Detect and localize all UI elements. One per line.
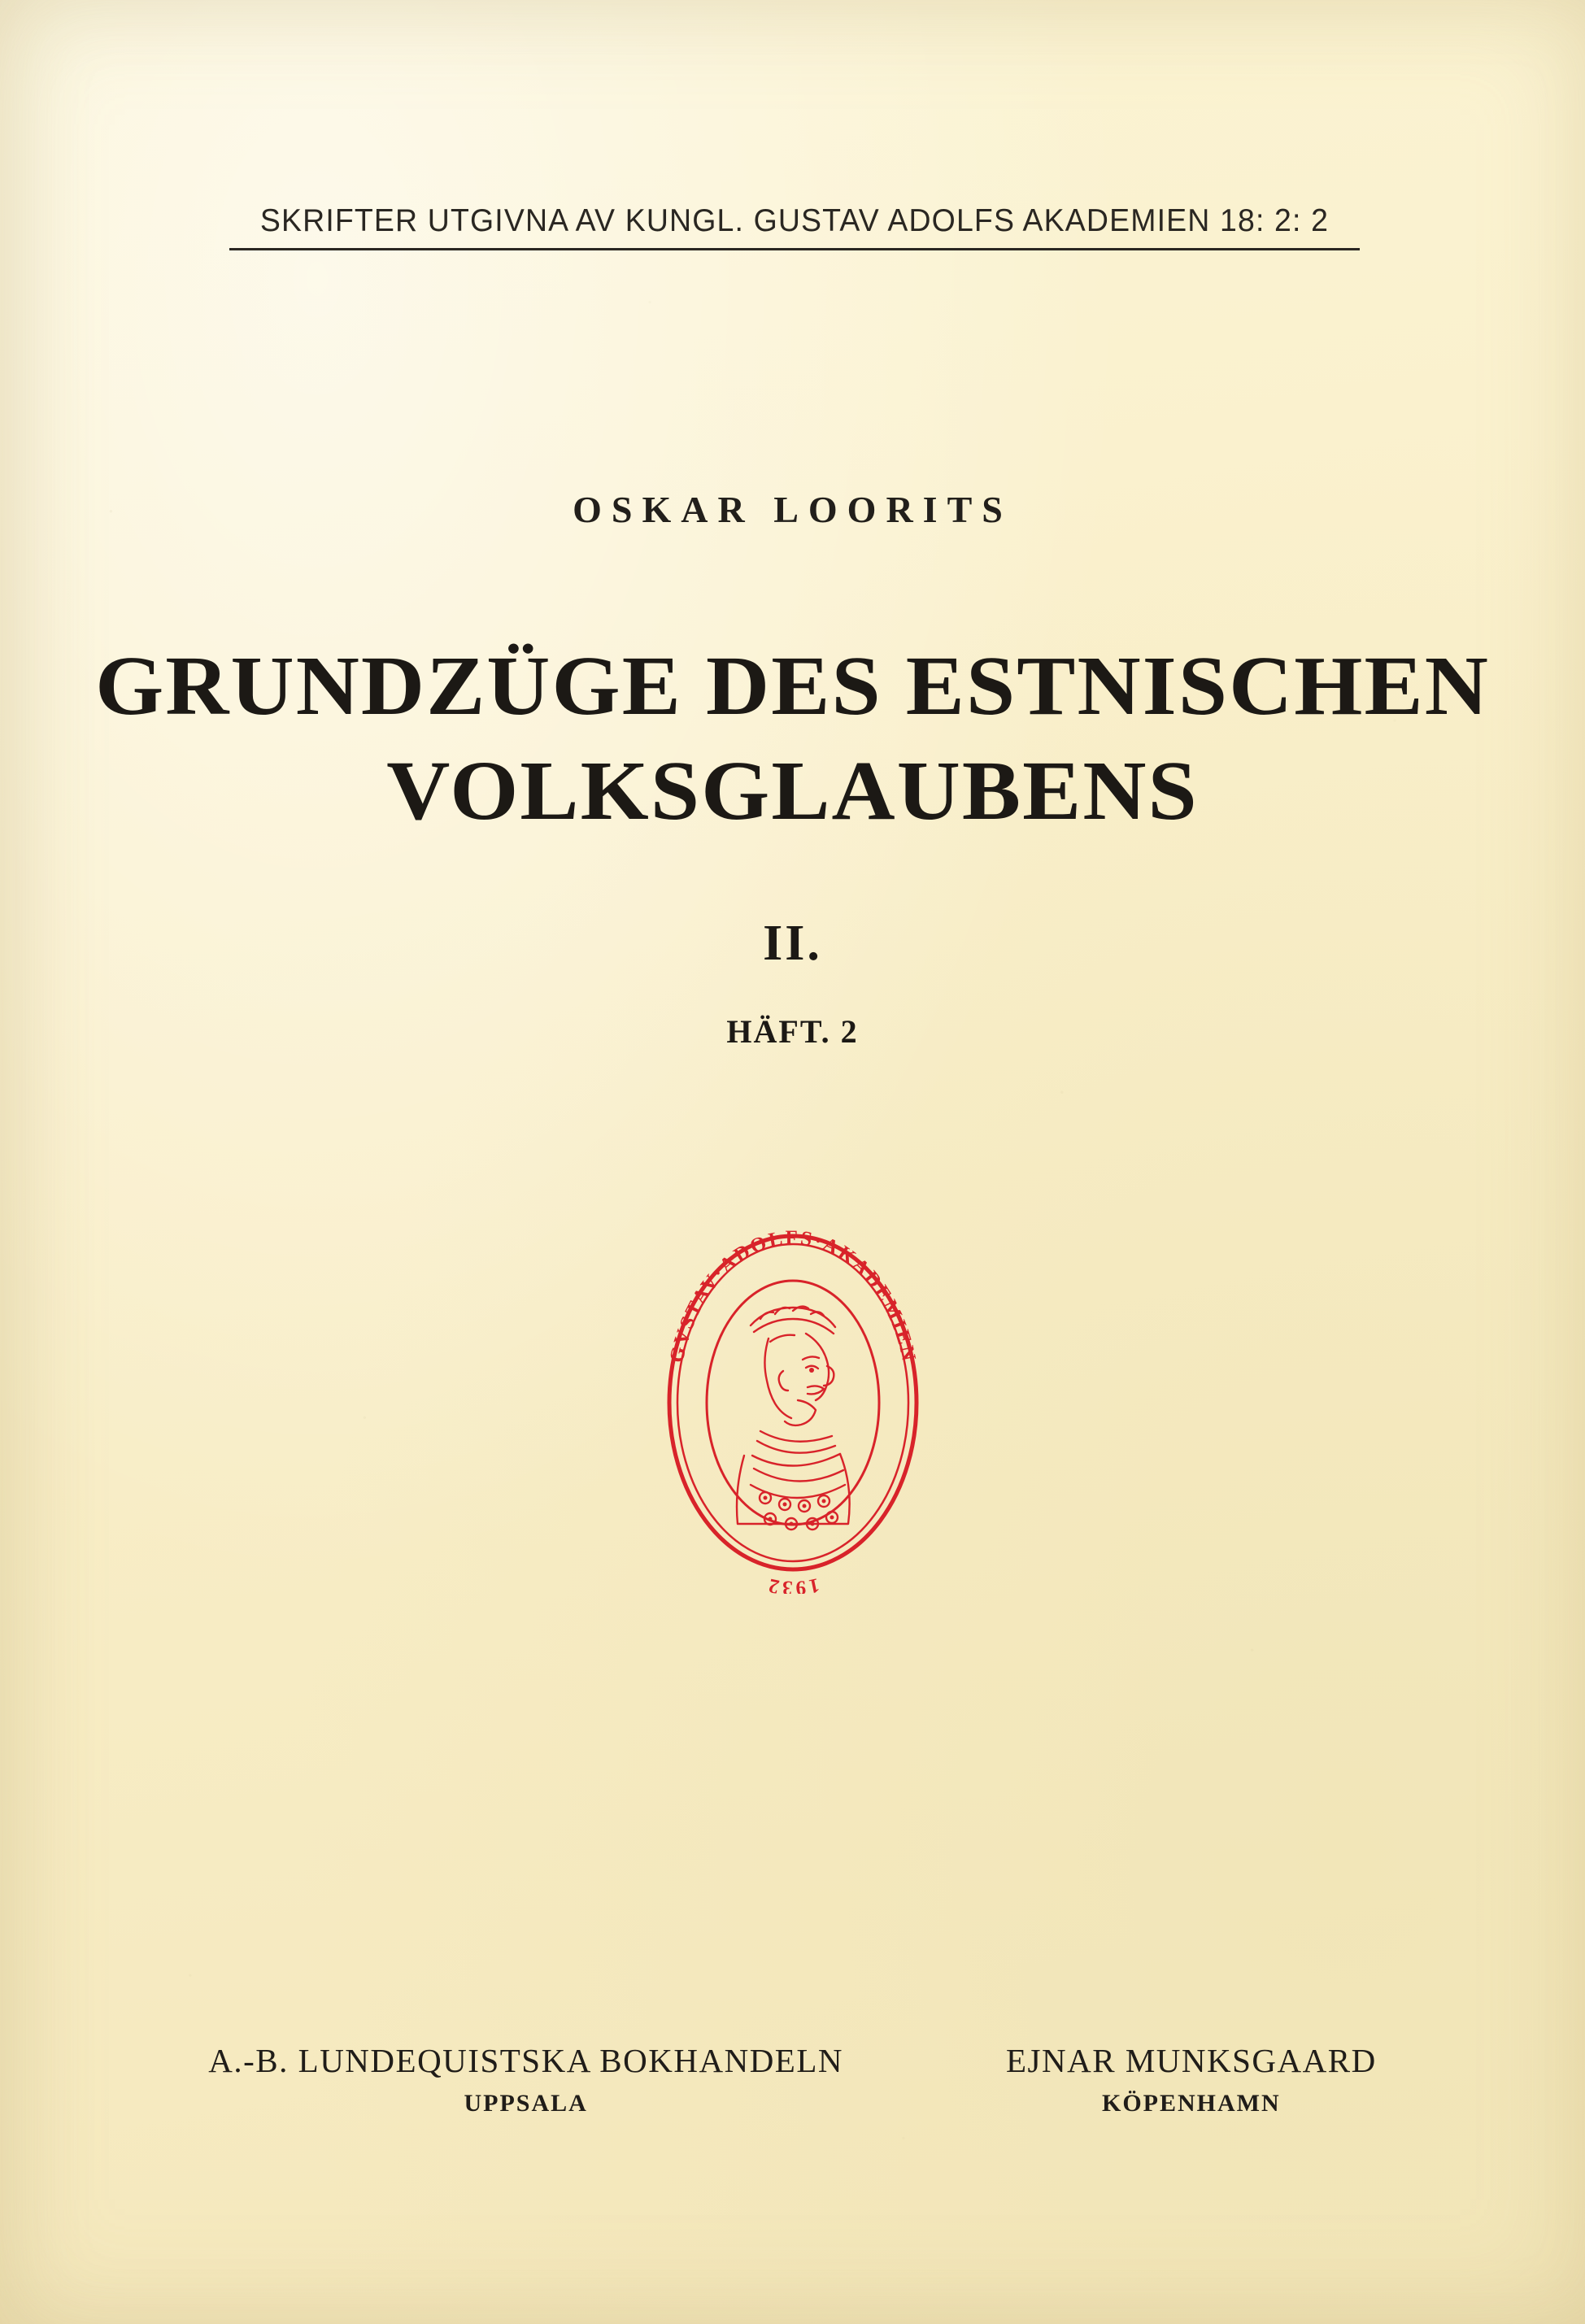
publisher-imprints — [0, 2041, 1585, 2117]
academy-seal-icon — [647, 1212, 939, 1594]
publisher-left-name: A.-B. LUNDEQUISTSKA BOKHANDELN — [208, 2042, 843, 2079]
series-line-text: SKRIFTER UTGIVNA AV KUNGL. GUSTAV ADOLFS AKADEMIEN 18: 2: 2 — [259, 203, 1330, 238]
title-line-2: VOLKSGLAUBENS — [386, 743, 1199, 838]
svg-text:1932: 1932 — [764, 1573, 821, 1594]
svg-text:GVSTAV·ADOLFS·AKADEMIEN: GVSTAV·ADOLFS·AKADEMIEN — [665, 1226, 920, 1365]
publisher-right-city: KÖPENHAMN — [1102, 2090, 1281, 2117]
publisher-right-name: EJNAR MUNKSGAARD — [1006, 2042, 1377, 2079]
publisher-right — [1006, 2041, 1377, 2117]
author-name: OSKAR LOORITS — [573, 489, 1012, 530]
volume-number: II. — [763, 916, 822, 971]
series-header — [229, 203, 1360, 250]
publisher-left — [208, 2041, 843, 2117]
issue-number: HÄFT. 2 — [726, 1013, 859, 1050]
page-title — [0, 634, 1585, 844]
series-divider-rule — [229, 248, 1360, 250]
title-line-1: GRUNDZÜGE DES ESTNISCHEN — [95, 639, 1490, 733]
publisher-left-city: UPPSALA — [464, 2090, 588, 2117]
